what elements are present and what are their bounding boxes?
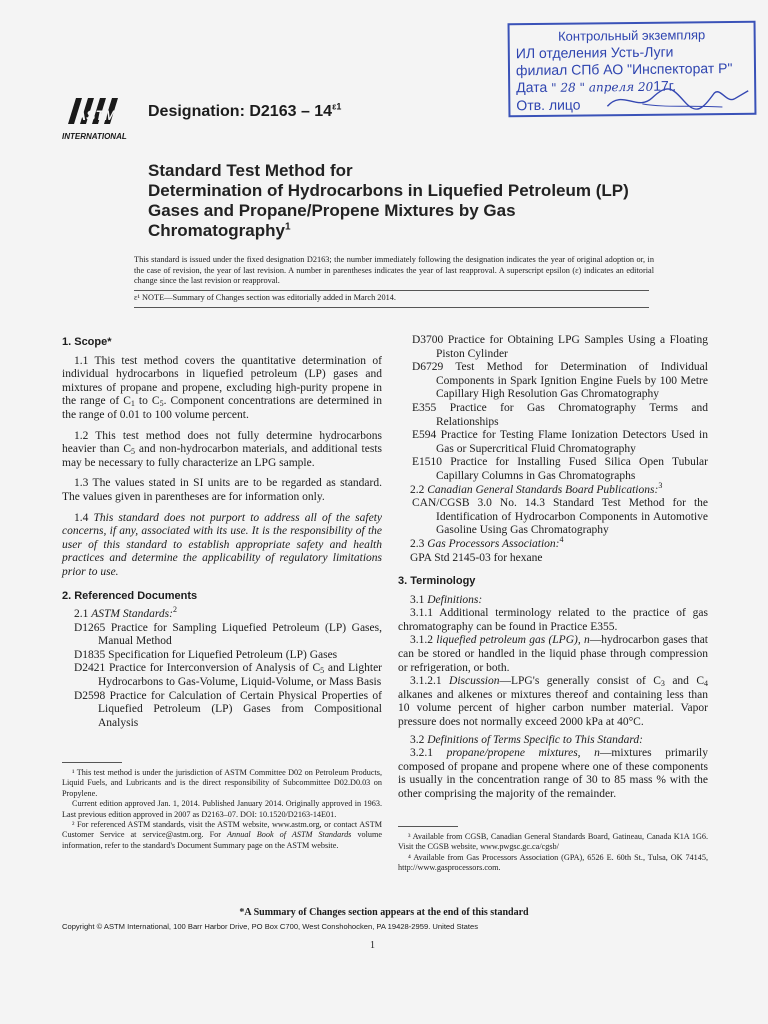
title-line-3: Gases and Propane/Propene Mixtures by Gas (148, 201, 516, 220)
editorial-note: ε¹ NOTE—Summary of Changes section was editorially added in March 2014. (134, 293, 396, 302)
ref-d6729: D6729 Test Method for Determination of Individual Components in Spark Ignition Engine Fuels by 100 Metre Capillary High Resolution Gas Chromatography (412, 361, 708, 401)
stamp-date-value: " 28 " апреля 20 (551, 79, 654, 95)
designation: Designation: $D2163 - 14^{\varepsilon 1}$ (148, 101, 342, 120)
divider (134, 307, 649, 308)
page-number: 1 (370, 940, 375, 951)
ref-gpa: GPA Std 2145-03 for hexane (410, 551, 543, 564)
para-2-1: 2.1 ASTM Standards:$^2$ (74, 605, 177, 621)
footnote-1: ¹ This test method is under the jurisdiction of ASTM Committee D02 on Petroleum Products, Liquid Fuels, and Lubricants and is the direct responsibility of Subcommittee D02.D0.03 on Propylene. (62, 768, 382, 798)
stamp-line-1: Контрольный экземпляр (557, 27, 706, 44)
astm-logo-icon (62, 94, 130, 150)
footnote-divider (62, 762, 122, 763)
footnote-divider (398, 826, 458, 827)
designation-number: D2163 – 14 (249, 103, 333, 120)
stamp-year: 17г. (653, 77, 677, 94)
footnote-4: ⁴ Available from Gas Processors Association (GPA), 6526 E. 60th St., Tulsa, OK 74145, http://www.gasprocessors.com. (398, 852, 708, 873)
title-line-1: Standard Test Method for (148, 161, 353, 180)
ref-d1835: D1835 Specification for Liquefied Petroleum (LP) Gases (74, 648, 338, 661)
title-line-4: Chromatography$^1$ (148, 221, 291, 240)
footnote-3: ³ Available from CGSB, Canadian General Standards Board, Gatineau, Canada K1A 1G6. Visit the CGSB website, www.pwgsc.gc.ca/cgsb/ (398, 832, 708, 852)
ref-d3700: D3700 Practice for Obtaining LPG Samples Using a Floating Piston Cylinder (412, 334, 708, 360)
ref-can-cgsb: CAN/CGSB 3.0 No. 14.3 Standard Test Method for the Identification of Hydrocarbon Components in Automotive Gasoline Using Gas Chromatography (412, 497, 708, 537)
divider (134, 290, 649, 291)
svg-text:ASTM: ASTM (76, 107, 116, 123)
control-copy-stamp (508, 21, 757, 118)
signature-icon (602, 83, 752, 115)
stamp-line-3: филиал СПб АО "Инспекторат Р" (515, 59, 733, 79)
section-references-heading: 2. Referenced Documents (62, 589, 198, 602)
summary-of-changes-notice: *A Summary of Changes section appears at the end of this standard (239, 907, 529, 918)
issuance-statement: This standard is issued under the fixed designation D2163; the number immediately following the designation indicates the year of original adoption or, in the case of revision, the year of last revision. A number in parentheses indicates the year of last reapproval. A superscript epsilon (ε) indicates an editorial change since the last revision or reapproval. (134, 255, 654, 285)
para-2-2: 2.2 Canadian General Standards Board Publications:$^3$ (410, 480, 663, 496)
ref-e1510: E1510 Practice for Installing Fused Silica Open Tubular Capillary Columns in Gas Chromatographs (412, 456, 708, 482)
left-footnotes (62, 768, 382, 851)
title-line-2: Determination of Hydrocarbons in Liquefied Petroleum (LP) (148, 181, 629, 200)
para-1-1: 1.1 This test method covers the quantitative determination of individual hydrocarbons in liquefied petroleum (LP) gases and mixtures of propane and propene, excluding high-purity propene in the range of $C_1$ to $C_5$. Component concentrations are determined in the range of 0.01 to 100 volume percent. (62, 354, 382, 421)
para-1-4: 1.4 This standard does not purport to address all of the safety concerns, if any, associated with its use. It is the responsibility of the user of this standard to establish appropriate safety and health practices and determine the applicability of regulatory limitations prior to use. (62, 511, 382, 578)
ref-d2598: D2598 Practice for Calculation of Certain Physical Properties of Liquefied Petroleum (LP) Gases from Compositional Analysis (74, 689, 382, 729)
document-title (148, 161, 708, 241)
ref-d1265: D1265 Practice for Sampling Liquefied Petroleum (LP) Gases, Manual Method (74, 621, 382, 648)
para-2-3: 2.3 Gas Processors Association:$^4$ (410, 535, 564, 550)
stamp-responsible: Отв. лицо (516, 96, 581, 114)
para-3-2: 3.2 Definitions of Terms Specific to This Standard: (410, 733, 643, 746)
para-3-1-1: 3.1.1 Additional terminology related to the practice of gas chromatography can be found in Practice E355. (398, 607, 708, 633)
svg-text:INTERNATIONAL: INTERNATIONAL (62, 132, 127, 141)
para-1-2: 1.2 This test method does not fully determine hydrocarbons heavier than $C_5$ and non-hydrocarbon materials, and additional tests may be necessary to fully characterize an LPG sample. (62, 429, 382, 469)
ref-e355: E355 Practice for Gas Chromatography Terms and Relationships (412, 401, 708, 428)
para-3-1-2: 3.1.2 liquefied petroleum gas (LPG), n—hydrocarbon gases that can be stored or handled in the liquid phase through compression or refrigeration, or both. (398, 634, 708, 674)
ref-e594: E594 Practice for Testing Flame Ionization Detectors Used in Gas or Supercritical Fluid Chromatography (412, 429, 708, 455)
para-3-1-2-1: 3.1.2.1 Discussion—LPG's generally consist of $C_3$ and $C_4$ alkanes and alkenes or mixtures thereof and containing less than 10 volume percent of higher carbon number material. Vapor pressure does not normally exceed 2000 kPa at 40°C. (398, 675, 708, 729)
section-scope-heading: 1. Scope* (62, 336, 112, 348)
para-1-3: 1.3 The values stated in SI units are to be regarded as standard. The values given in parentheses are for information only. (62, 477, 382, 503)
footnote-2: ² For referenced ASTM standards, visit the ASTM website, www.astm.org, or contact ASTM Customer Service at service@astm.org. For Annual Book of ASTM Standards volume information, refer to the standard's Document Summary page on the ASTM website. (62, 820, 382, 850)
right-footnotes (398, 832, 708, 874)
para-3-2-1: 3.2.1 propane/propene mixtures, n—mixtures primarily composed of propane and propene where one of these components is usually in the concentration range of 30 to 85 mass % with the other comprising the majority of the remainder. (398, 747, 708, 800)
para-3-1: 3.1 Definitions: (410, 593, 483, 606)
right-column (398, 334, 708, 802)
copyright-line: Copyright © ASTM International, 100 Barr Harbor Drive, PO Box C700, West Conshohocken, PA 19428-2959. United States (62, 922, 479, 931)
footnote-1b: Current edition approved Jan. 1, 2014. Published January 2014. Originally approved in 1963. Last previous edition approved in 2007 as D2163–07. DOI: 10.1520/D2163-14E01. (62, 799, 382, 819)
section-terminology-heading: 3. Terminology (398, 575, 476, 588)
ref-d2421: D2421 Practice for Interconversion of Analysis of $C_5$ and Lighter Hydrocarbons to Gas-Volume, Liquid-Volume, or Mass Basis (74, 662, 382, 689)
stamp-date-label: Дата (516, 78, 548, 96)
left-column (62, 336, 382, 730)
stamp-line-2: ИЛ отделения Усть-Луги (515, 43, 674, 62)
